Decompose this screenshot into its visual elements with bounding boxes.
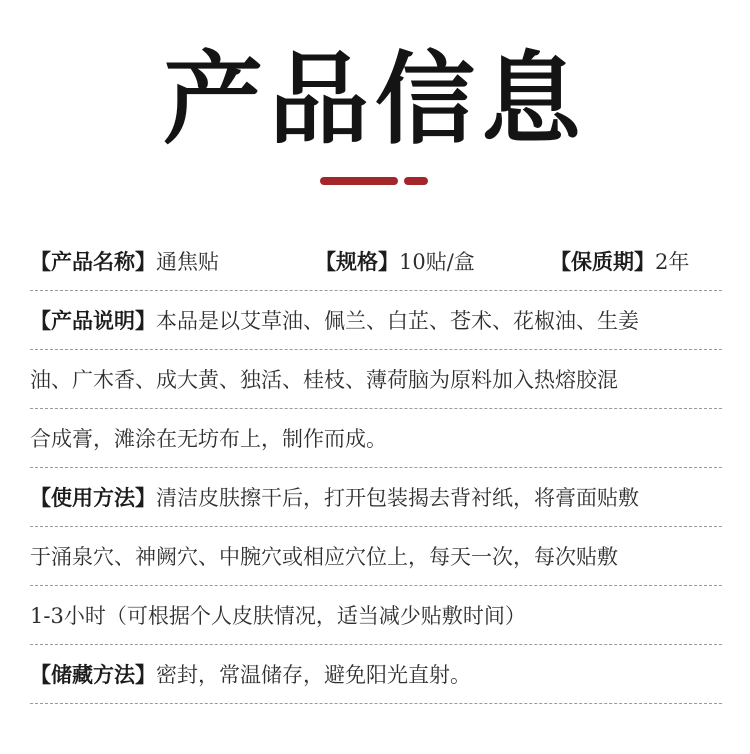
storage-text: 密封，常温储存，避免阳光直射。 xyxy=(156,663,471,687)
description-text: 本品是以艾草油、佩兰、白芷、苍术、花椒油、生姜 xyxy=(156,309,639,333)
field-spec xyxy=(315,246,550,276)
description-label: 【产品说明】 xyxy=(30,308,156,333)
spec-label: 【规格】 xyxy=(315,249,399,274)
product-name-value: 通焦贴 xyxy=(156,250,219,274)
field-product-name xyxy=(30,246,315,276)
description-line xyxy=(30,350,722,409)
usage-text: 1-3小时（可根据个人皮肤情况，适当减少贴敷时间） xyxy=(30,604,526,628)
storage-label: 【储藏方法】 xyxy=(30,662,156,687)
shelf-life-value: 2年 xyxy=(655,250,690,274)
description-text: 合成膏，滩涂在无坊布上，制作而成。 xyxy=(30,427,387,451)
usage-label: 【使用方法】 xyxy=(30,485,156,510)
spec-value: 10贴/盒 xyxy=(399,250,475,274)
usage-text: 清洁皮肤擦干后，打开包装揭去背衬纸，将膏面贴敷 xyxy=(156,486,639,510)
usage-line xyxy=(30,468,722,527)
usage-line xyxy=(30,527,722,586)
usage-text: 于涌泉穴、神阙穴、中腕穴或相应穴位上，每天一次，每次贴敷 xyxy=(30,545,618,569)
description-line xyxy=(30,409,722,468)
description-text: 油、广木香、成大黄、独活、桂枝、薄荷脑为原料加入热熔胶混 xyxy=(30,368,618,392)
description-line xyxy=(30,291,722,350)
shelf-life-label: 【保质期】 xyxy=(550,249,655,274)
page-title: 产品信息 xyxy=(163,41,587,158)
title-accent-bar xyxy=(320,177,398,185)
field-shelf-life xyxy=(550,246,689,276)
product-info-table xyxy=(30,232,722,704)
title-accent-dot xyxy=(404,177,428,185)
info-row-basic xyxy=(30,232,722,291)
usage-line xyxy=(30,586,722,645)
product-name-label: 【产品名称】 xyxy=(30,249,156,274)
storage-line xyxy=(30,645,722,704)
